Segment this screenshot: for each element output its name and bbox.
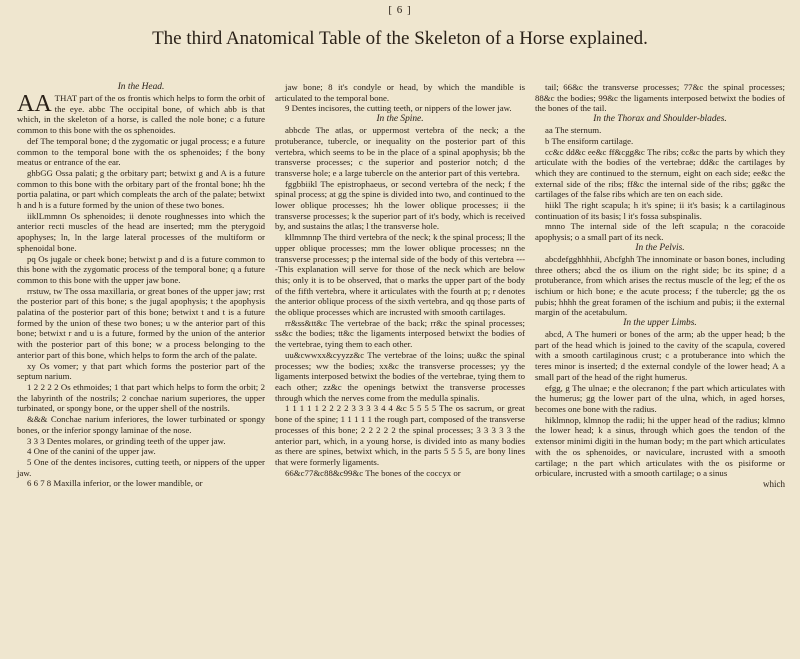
- paragraph: kllmmnnp The third vertebra of the neck; k the spinal process; ll the upper oblique processes; mm the lower oblique processes; nn the transverse processes; p the internal side of the body of this vertebra ----This explanation will serve for those of the neck which are below this; only it is to be observed, that o marks the upper part of the body of the fifth vertebra, where it articulates with the fourth at p; r denotes the anterior oblique process of the sixth vertebra, and qq those parts of the oblique processes which are incrusted with smooth cartilages.: [275, 232, 525, 318]
- section-heading-thorax: In the Thorax and Shoulder-blades.: [593, 114, 727, 125]
- paragraph: 6 6 7 8 Maxilla inferior, or the lower mandible, or: [27, 478, 203, 489]
- intro-paragraph: [17, 93, 265, 136]
- section-heading-pelvis: In the Pelvis.: [635, 242, 685, 253]
- paragraph: rrstuw, tw The ossa maxillaria, or great bones of the upper jaw; rrst the posterior part of this bone; s the jugal apophysis; t the apophysis palatina of the posterior part of this bone; betwixt t and t is a future formed by the union of these two bones; u w the anterior part of this bone; betwixt r and u is a future, formed by the union of the anterior with the posterior part of this bone; w a process belonging to the anterior part of this bone, which helps to form the arch of the palate.: [17, 285, 265, 360]
- intro-text: THAT part of the os frontis which helps to form the orbit of the eye. abbc The occipital bone, of which abb is that which, in the skeleton of a horse, is called the nole bone; c a future common to this bone with the os sphenoides.: [17, 93, 265, 136]
- paragraph: rr&ss&tt&c The vertebrae of the back; rr&c the spinal processes; ss&c the bodies; tt&c the ligaments interposed betwixt the bodies of the vertebrae, tying them to each other.: [275, 317, 525, 350]
- paragraph: fggbbiikl The epistrophaeus, or second vertebra of the neck; f the spinal process; at gg the spine is divided into two, and continued to the lower oblique processes; hh the lower oblique processes; ii the transverse processes; k the superior part of it's body, which is received by, and sustains the atlas; l the transverse hole.: [275, 178, 525, 232]
- paragraph: 66&c77&c88&c99&c The bones of the coccyx or: [285, 467, 461, 478]
- paragraph: ghbGG Ossa palati; g the orbitary part; betwixt g and A is a future common to this bone with the orbitary part of the frontal bone; hh the portia palatina, or part which compleats the arch of the palate; betwixt h and h is a future formed by the union of these two bones.: [17, 167, 265, 211]
- paragraph: jaw bone; 8 it's condyle or head, by which the mandible is articulated to the temporal bone.: [275, 82, 525, 103]
- paragraph: cc&c dd&c ee&c ff&cgg&c The ribs; cc&c the parts by which they articulate with the bodies of the vertebrae; dd&c the cartilages by which they are continued to the sternum, eight on each side; ee&c the external side of the ribs; ff&c the internal side of the ribs; gg&c the cartilages of the false ribs which are ten on each side.: [535, 146, 785, 200]
- page-title: The third Anatomical Table of the Skeleton of a Horse explained.: [152, 28, 648, 49]
- paragraph: 1 2 2 2 2 Os ethmoides; 1 that part which helps to form the orbit; 2 the labyrinth of the nostrils; 2 conchae narium superiores, the upper turbinated, or spongy bone, or the upper shell of the nostrils.: [17, 381, 265, 414]
- paragraph: abcd, A The humeri or bones of the arm; ab the upper head; b the part of the head which is joined to the cavity of the scapula, covered with a smooth cartilaginous crust; c a protuberance into which the teres minor is inserted; d the external condyle of the lower head; A a small part of the head of the right humerus.: [535, 329, 785, 382]
- paragraph: hiklmnop, klmnop the radii; hi the upper head of the radius; klmno the lower head; k a sinus, through which goes the tendon of the extensor minimi digiti in the human body; m the part which articulates with the os sphenoides, or naviculare, incrusted with a smooth cartilage; n the part which articulates with the os pisiforme or orbiculare, incrusted with a smooth cartilage; o a sinus: [535, 414, 785, 479]
- paragraph: 3 3 3 Dentes molares, or grinding teeth of the upper jaw.: [27, 435, 226, 446]
- section-heading-upper-limbs: In the upper Limbs.: [623, 318, 697, 329]
- paragraph: abcdefgghhhhii, Abcfghh The innominate or bason bones, including three others; abcd the os ilium on the right side; bc its spine; d a protuberance, from which arises the rectus muscle of the leg; ef the os ischium or hich bone; e the acute process; f the tubercle; gg the os pubis; hhhh the great foramen of the ischium and pubis; ii the external margin of the acetabulum.: [535, 253, 785, 318]
- column-right: [535, 82, 785, 489]
- catchword: which: [763, 478, 785, 489]
- paragraph: tail; 66&c the transverse processes; 77&c the spinal processes; 88&c the bodies; 99&c the ligaments interposed betwixt the bodies of the bones of the tail.: [535, 82, 785, 114]
- paragraph: 1 1 1 1 1 2 2 2 2 3 3 3 3 4 4 &c 5 5 5 5 The os sacrum, or great bone of the spine; 1 1 1 1 1 the rough part, composed of the transverse processes of this bone; 2 2 2 2 2 the spinal processes; 3 3 3 3 3 the anterior part, which, in a young horse, is divided into as many bodies as there are spines, betwixt which, in the parts 5 5 5 5, are bony lines that were formerly ligaments.: [275, 403, 525, 467]
- paragraph: aa The sternum.: [545, 125, 602, 136]
- paragraph: 9 Dentes incisores, the cutting teeth, or nippers of the lower jaw.: [285, 103, 512, 114]
- section-heading-spine: In the Spine.: [376, 114, 424, 125]
- paragraph: 5 One of the dentes incisores, cutting teeth, or nippers of the upper jaw.: [17, 456, 265, 478]
- paragraph: pq Os jugale or cheek bone; betwixt p and d is a future common to this bone with the zygomatic process of the temporal bone; q a future common to this bone with the upper jaw bone.: [17, 253, 265, 285]
- paragraph: uu&cwwxx&cyyzz&c The vertebrae of the loins; uu&c the spinal processes; ww the bodies; xx&c the transverse processes; yy the ligaments interposed betwixt the bodies of the vertebrae, tying them to each other; zz&c the openings betwixt the transverse processes through which the nerves come from the medulla spinalis.: [275, 349, 525, 403]
- paragraph: def The temporal bone; d the zygomatic or jugal process; e a future common to the temporal bone with the os sphenoides; f the bony meatus or entrance of the ear.: [17, 135, 265, 168]
- paragraph: b The ensiform cartilage.: [545, 135, 634, 146]
- column-middle: [275, 82, 525, 478]
- paragraph: efgg, g The ulnae; e the olecranon; f the part which articulates with the humerus; gg the lower part of the ulna, which, in aged horses, becomes one bone with the radius.: [535, 382, 785, 414]
- paragraph: xy Os vomer; y that part which forms the posterior part of the septum narium.: [17, 360, 265, 382]
- paragraph: mnno The internal side of the left scapula; n the coracoide apophysis; o a small part of its neck.: [535, 221, 785, 243]
- paragraph: &&& Conchae narium inferiores, the lower turbinated or spongy bones, or the inferior spongy laminae of the nose.: [17, 414, 265, 435]
- drop-cap: AA: [17, 91, 52, 117]
- paragraph: hiikl The right scapula; h it's spine; ii it's basis; k a cartilaginous continuation of its basis; l it's fossa subspinalis.: [535, 200, 785, 221]
- paragraph: abbcde The atlas, or uppermost vertebra of the neck; a the protuberance, tubercle, or inequality on the posterior part of this vertebra, which seems to be in the place of a spinal apophysis; bb the transverse processes; c the superior and posterior notch; d the transverse hole; e a large tubercle on the anterior part of this vertebra.: [275, 125, 525, 178]
- paragraph: 4 One of the canini of the upper jaw.: [27, 446, 156, 457]
- page-number: [ 6 ]: [388, 4, 412, 16]
- column-left: [17, 82, 265, 489]
- section-heading-head: In the Head.: [117, 82, 165, 92]
- paragraph: iiklLmmnn Os sphenoides; ii denote roughnesses into which the anterior recti muscles of the head are inserted; mm the pterygoid apophyses; ln, ln the large lateral processes of the multiform or sphenoidal bone.: [17, 210, 265, 253]
